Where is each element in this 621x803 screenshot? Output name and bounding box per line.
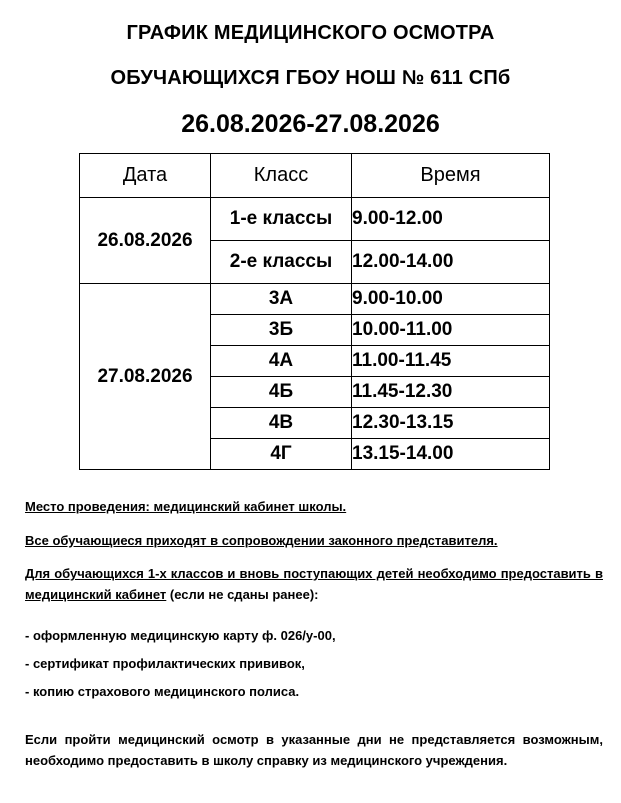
date-cell-day2: 27.08.2026 <box>80 284 211 470</box>
note-requirement-underlined: Для обучающихся 1-х классов и вновь поступающих детей необходимо предоставить в медицинский кабинет <box>25 566 603 602</box>
class-cell: 2-е классы <box>211 241 352 284</box>
class-cell: 3Б <box>211 315 352 346</box>
table-header-row <box>80 154 550 198</box>
note-requirement <box>25 563 603 605</box>
title-line-1: ГРАФИК МЕДИЦИНСКОГО ОСМОТРА <box>126 22 495 44</box>
header-date: Дата <box>80 154 211 198</box>
class-cell: 4Г <box>211 439 352 470</box>
class-cell: 4А <box>211 346 352 377</box>
note-item-1: - оформленную медицинскую карту ф. 026/у-00, <box>25 628 336 643</box>
table-row <box>80 284 550 315</box>
time-cell: 9.00-12.00 <box>352 198 550 241</box>
note-item-2: - сертификат профилактических прививок, <box>25 656 305 671</box>
title-dates: 26.08.2026-27.08.2026 <box>181 110 440 138</box>
class-cell: 4В <box>211 408 352 439</box>
time-cell: 9.00-10.00 <box>352 284 550 315</box>
note-accompany: Все обучающиеся приходят в сопровождении законного представителя. <box>25 533 498 548</box>
date-cell-day1: 26.08.2026 <box>80 198 211 284</box>
note-location: Место проведения: медицинский кабинет школы. <box>25 499 347 514</box>
time-cell: 10.00-11.00 <box>352 315 550 346</box>
class-cell: 4Б <box>211 377 352 408</box>
time-cell: 11.45-12.30 <box>352 377 550 408</box>
time-cell: 12.00-14.00 <box>352 241 550 284</box>
table-row <box>80 198 550 241</box>
header-time: Время <box>352 154 550 198</box>
time-cell: 12.30-13.15 <box>352 408 550 439</box>
time-cell: 11.00-11.45 <box>352 346 550 377</box>
note-final: Если пройти медицинский осмотр в указанные дни не представляется возможным, необходимо предоставить в школу справку из медицинского учреждения. <box>25 732 603 768</box>
class-cell: 1-е классы <box>211 198 352 241</box>
header-class: Класс <box>211 154 352 198</box>
schedule-table <box>79 153 550 470</box>
note-requirement-tail: (если не сданы ранее): <box>166 587 319 602</box>
title-line-2: ОБУЧАЮЩИХСЯ ГБОУ НОШ № 611 СПб <box>110 67 511 89</box>
class-cell: 3А <box>211 284 352 315</box>
time-cell: 13.15-14.00 <box>352 439 550 470</box>
note-item-3: - копию страхового медицинского полиса. <box>25 684 300 699</box>
